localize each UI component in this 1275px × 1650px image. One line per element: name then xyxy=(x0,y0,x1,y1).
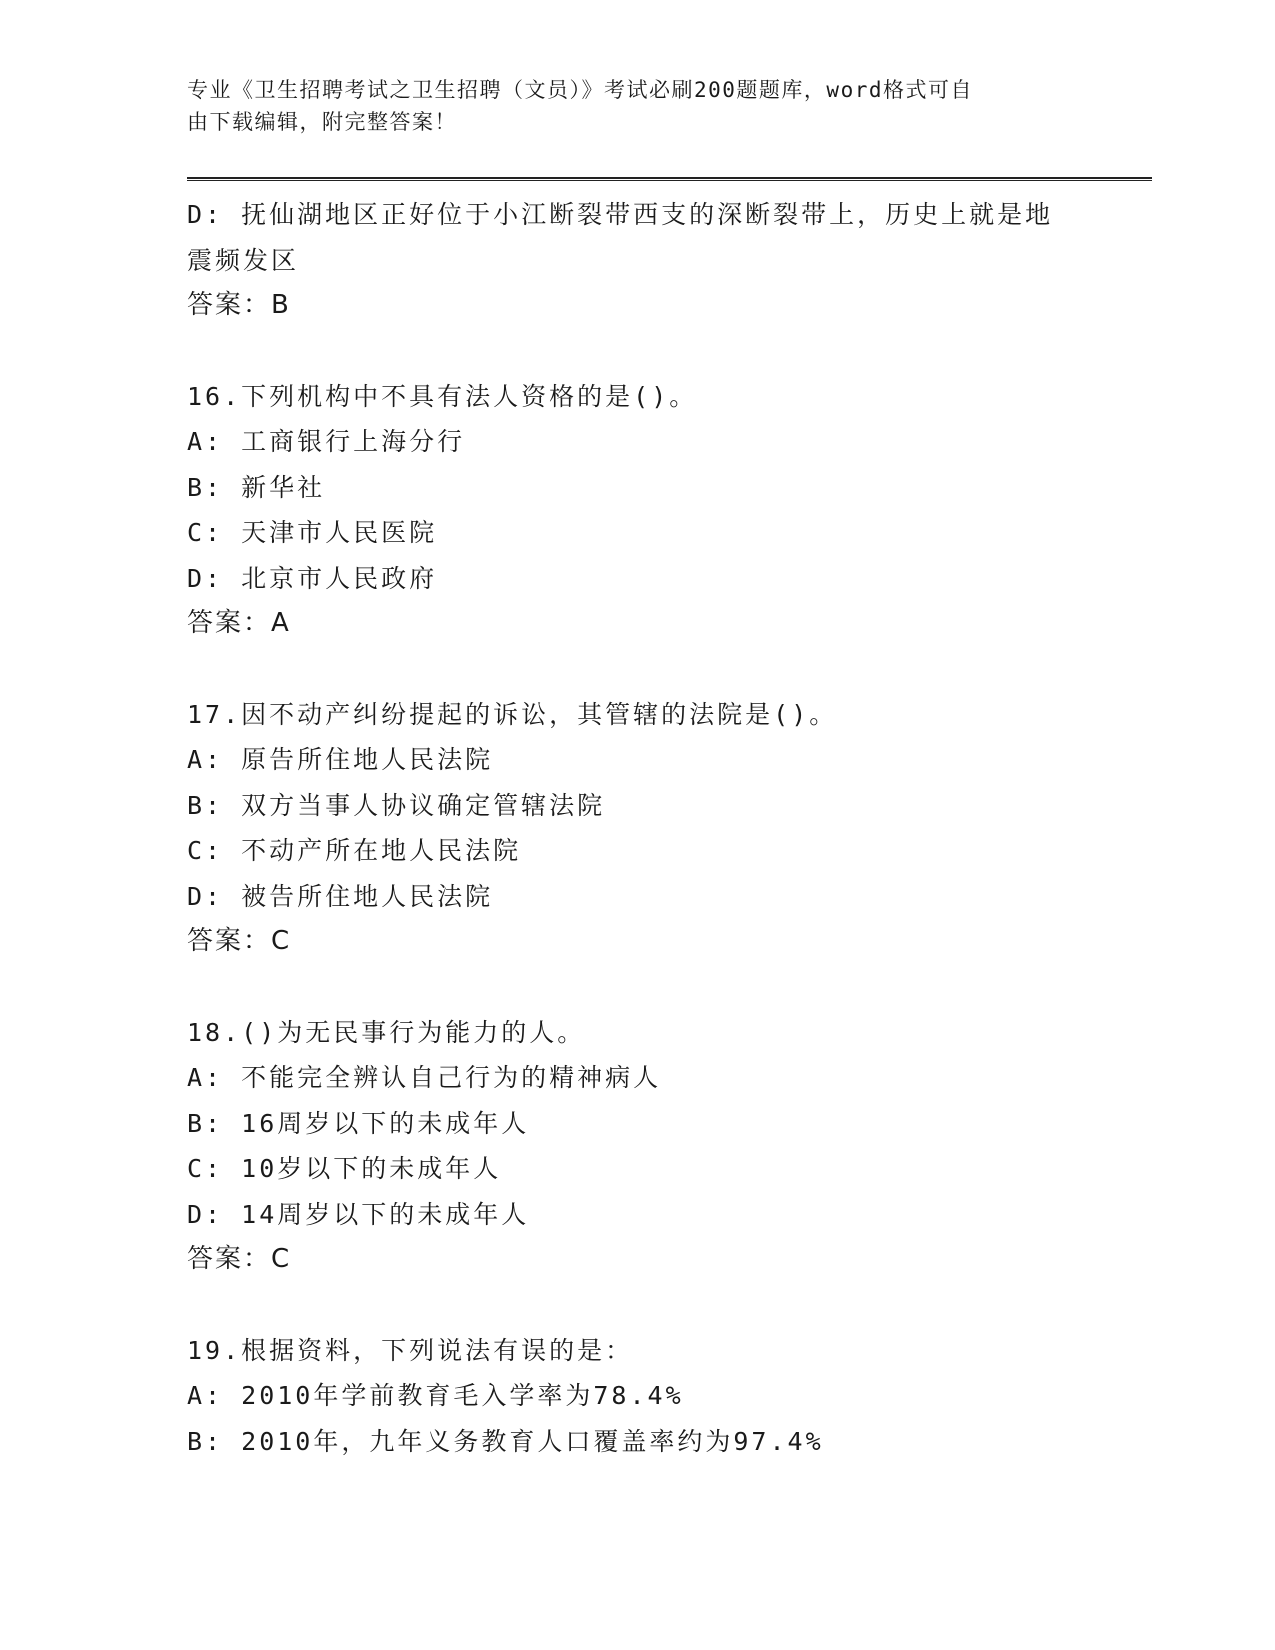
question-18 xyxy=(187,1010,1087,1283)
answer-label: 答案：C xyxy=(187,926,292,956)
question-17 xyxy=(187,692,1087,965)
option-d: D: 北京市人民政府 xyxy=(187,563,438,593)
option-a: A: 工商银行上海分行 xyxy=(187,427,466,456)
question-stem: 18.()为无民事行为能力的人。 xyxy=(187,1017,586,1047)
document-body xyxy=(187,192,1087,1464)
option-c: C: 不动产所在地人民法院 xyxy=(187,836,522,865)
answer-label: 答案：B xyxy=(187,290,291,320)
question-stem: 19.根据资料，下列说法有误的是： xyxy=(187,1335,634,1365)
option-b: B: 2010年，九年义务教育人口覆盖率约为97.4% xyxy=(187,1426,824,1456)
answer-label: 答案：A xyxy=(187,608,291,638)
question-19 xyxy=(187,1328,1087,1465)
document-header xyxy=(187,74,1087,138)
option-a: A: 不能完全辨认自己行为的精神病人 xyxy=(187,1063,662,1092)
option-a: A: 2010年学前教育毛入学率为78.4% xyxy=(187,1381,684,1410)
option-a: A: 原告所住地人民法院 xyxy=(187,745,494,774)
option-d-line-2: 震频发区 xyxy=(187,245,300,275)
header-divider xyxy=(187,177,1152,181)
option-c: C: 天津市人民医院 xyxy=(187,518,438,547)
option-d: D: 14周岁以下的未成年人 xyxy=(187,1199,530,1229)
question-16 xyxy=(187,374,1087,647)
option-b: B: 双方当事人协议确定管辖法院 xyxy=(187,790,606,820)
option-d-line-1: D: 抚仙湖地区正好位于小江断裂带西支的深断裂带上，历史上就是地 xyxy=(187,200,1054,229)
option-d: D: 被告所住地人民法院 xyxy=(187,881,494,911)
answer-label: 答案：C xyxy=(187,1244,292,1274)
option-c: C: 10岁以下的未成年人 xyxy=(187,1154,502,1183)
question-stem: 16.下列机构中不具有法人资格的是()。 xyxy=(187,381,698,411)
header-line-2: 由下载编辑，附完整答案！ xyxy=(187,110,457,134)
option-b: B: 16周岁以下的未成年人 xyxy=(187,1108,530,1138)
option-b: B: 新华社 xyxy=(187,472,326,502)
question-15-continued xyxy=(187,192,1087,329)
question-stem: 17.因不动产纠纷提起的诉讼，其管辖的法院是()。 xyxy=(187,699,838,729)
header-line-1: 专业《卫生招聘考试之卫生招聘（文员）》考试必刷200题题库，word格式可自 xyxy=(187,78,973,102)
